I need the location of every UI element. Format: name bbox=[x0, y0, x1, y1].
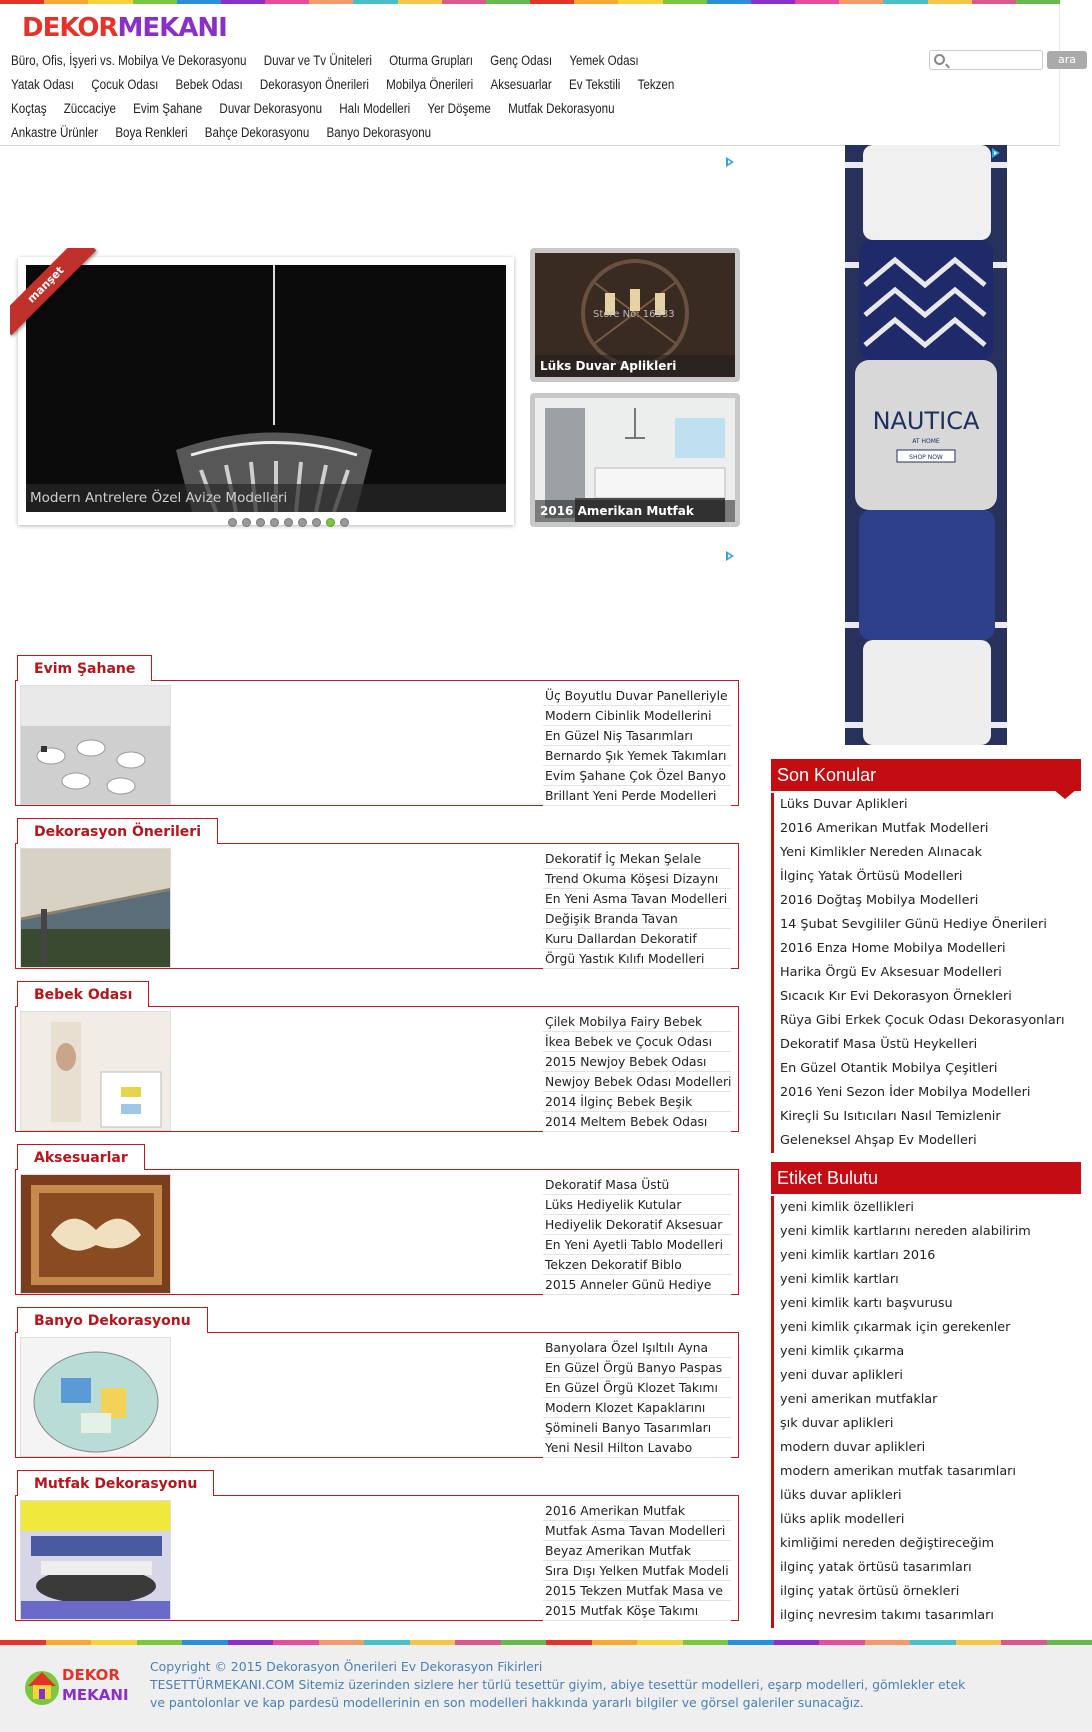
stripe-segment bbox=[972, 0, 1016, 4]
section-post-link[interactable]: En Güzel Örgü Banyo Paspas bbox=[543, 1358, 731, 1378]
thumb-watermark: Store No: 16533 bbox=[593, 309, 675, 320]
stripe-segment bbox=[683, 1640, 729, 1645]
stripe-segment bbox=[442, 0, 486, 4]
section-box bbox=[15, 1332, 739, 1458]
main-nav bbox=[11, 49, 731, 145]
tag-link[interactable]: yeni kimlik kartları 2016 bbox=[771, 1244, 1081, 1268]
tag-link[interactable]: şık duvar aplikleri bbox=[771, 1412, 1081, 1436]
section-box bbox=[15, 1495, 739, 1621]
stripe-segment bbox=[0, 1640, 46, 1645]
section-post-link[interactable]: Newjoy Bebek Odası Modelleri bbox=[543, 1072, 731, 1092]
nautica-ad-banner[interactable] bbox=[845, 145, 1007, 745]
tag-link[interactable]: yeni amerikan mutfaklar bbox=[771, 1388, 1081, 1412]
section-photo bbox=[21, 1501, 171, 1620]
section-post-list bbox=[543, 1012, 731, 1132]
nav-item[interactable]: Bebek Odası bbox=[175, 77, 243, 92]
section-post-link[interactable]: İkea Bebek ve Çocuk Odası bbox=[543, 1032, 731, 1052]
nav-item[interactable]: Halı Modelleri bbox=[339, 101, 411, 116]
section-photo bbox=[21, 1175, 171, 1294]
stripe-segment bbox=[530, 0, 574, 4]
section-post-link[interactable]: Dekoratif Masa Üstü bbox=[543, 1175, 731, 1195]
section-image[interactable] bbox=[20, 1500, 171, 1620]
stripe-segment bbox=[637, 1640, 683, 1645]
stripe-segment bbox=[353, 0, 397, 4]
stripe-segment bbox=[455, 1640, 501, 1645]
section-post-link[interactable]: Modern Klozet Kapaklarını bbox=[543, 1398, 731, 1418]
recent-post-link[interactable]: Geleneksel Ahşap Ev Modelleri bbox=[771, 1129, 1081, 1153]
nav-item[interactable]: Banyo Dekorasyonu bbox=[326, 125, 432, 140]
footer-copyright: Copyright © 2015 Dekorasyon Önerileri Ev Dekorasyon Fikirleri bbox=[150, 1659, 543, 1674]
footer-logo-word-1: DEKOR bbox=[62, 1666, 120, 1684]
section-post-link[interactable]: 2015 Anneler Günü Hediye bbox=[543, 1275, 731, 1295]
section-post-link[interactable]: Modern Cibinlik Modellerini bbox=[543, 706, 731, 726]
adchoices-icon[interactable] bbox=[990, 147, 1002, 159]
nav-item[interactable]: Züccaciye bbox=[63, 101, 116, 116]
thumb-caption: Lüks Duvar Aplikleri bbox=[535, 355, 735, 377]
stripe-segment bbox=[795, 0, 839, 4]
section-post-link[interactable]: Yeni Nesil Hilton Lavabo bbox=[543, 1438, 731, 1458]
section-post-list bbox=[543, 1175, 731, 1295]
stripe-segment bbox=[883, 0, 927, 4]
section-tab-title[interactable]: Banyo Dekorasyonu bbox=[17, 1307, 208, 1333]
stripe-segment bbox=[1001, 1640, 1047, 1645]
recent-post-link[interactable]: 2016 Amerikan Mutfak Modelleri bbox=[771, 817, 1081, 841]
stripe-segment bbox=[137, 1640, 183, 1645]
adchoices-icon[interactable] bbox=[724, 550, 736, 562]
footer-logo[interactable] bbox=[22, 1660, 132, 1710]
son-konular-widget bbox=[771, 759, 1081, 1153]
nav-item[interactable]: Bahçe Dekorasyonu bbox=[204, 125, 310, 140]
stripe-segment bbox=[273, 1640, 319, 1645]
nav-item[interactable]: Duvar ve Tv Üniteleri bbox=[263, 53, 372, 68]
section-post-list bbox=[543, 849, 731, 969]
section-post-link[interactable]: Beyaz Amerikan Mutfak bbox=[543, 1541, 731, 1561]
nav-item[interactable]: Ev Tekstili bbox=[568, 77, 621, 92]
widget-title-text: Son Konular bbox=[777, 765, 877, 785]
section-post-link[interactable]: Tekzen Dekoratif Biblo bbox=[543, 1255, 731, 1275]
section-post-link[interactable]: 2014 İlginç Bebek Beşik bbox=[543, 1092, 731, 1112]
section-tab-title[interactable]: Dekorasyon Önerileri bbox=[17, 818, 218, 844]
stripe-segment bbox=[707, 0, 751, 4]
slider-dot[interactable] bbox=[284, 518, 293, 527]
etiket-bulutu-title bbox=[771, 1162, 1081, 1194]
section-post-link[interactable]: Hediyelik Dekoratif Aksesuar bbox=[543, 1215, 731, 1235]
section-post-link[interactable]: En Yeni Asma Tavan Modelleri bbox=[543, 889, 731, 909]
stripe-segment bbox=[956, 1640, 1002, 1645]
recent-post-link[interactable]: 2016 Yeni Sezon İder Mobilya Modelleri bbox=[771, 1081, 1081, 1105]
footer bbox=[0, 1640, 1092, 1732]
slider-dot[interactable] bbox=[228, 518, 237, 527]
slider-dot[interactable] bbox=[340, 518, 349, 527]
stripe-segment bbox=[398, 0, 442, 4]
nav-item[interactable]: Mobilya Önerileri bbox=[386, 77, 474, 92]
section-image[interactable] bbox=[20, 1011, 171, 1131]
stripe-segment bbox=[486, 0, 530, 4]
nav-item[interactable]: Boya Renkleri bbox=[115, 125, 188, 140]
nav-item[interactable]: Aksesuarlar bbox=[490, 77, 552, 92]
stripe-segment bbox=[910, 1640, 956, 1645]
nav-item[interactable]: Yemek Odası bbox=[569, 53, 639, 68]
nav-item[interactable]: Oturma Grupları bbox=[389, 53, 473, 68]
section-post-link[interactable]: En Yeni Ayetli Tablo Modelleri bbox=[543, 1235, 731, 1255]
header bbox=[0, 0, 1076, 146]
section-post-link[interactable]: En Güzel Niş Tasarımları bbox=[543, 726, 731, 746]
nav-item[interactable]: Genç Odası bbox=[490, 53, 553, 68]
nav-item[interactable]: Tekzen bbox=[637, 77, 675, 92]
stripe-segment bbox=[182, 1640, 228, 1645]
recent-post-link[interactable]: Kireçli Su Isıtıcıları Nasıl Temizlenir bbox=[771, 1105, 1081, 1129]
stripe-segment bbox=[501, 1640, 547, 1645]
widget-title-text: Etiket Bulutu bbox=[777, 1168, 879, 1188]
nav-item[interactable]: Koçtaş bbox=[11, 101, 47, 116]
nav-item[interactable]: Büro, Ofis, İşyeri vs. Mobilya Ve Dekorasyonu bbox=[11, 53, 247, 68]
section-post-link[interactable]: Değişik Branda Tavan bbox=[543, 909, 731, 929]
recent-post-link[interactable]: Harika Örgü Ev Aksesuar Modelleri bbox=[771, 961, 1081, 985]
slider-caption[interactable]: Modern Antrelere Özel Avize Modelleri bbox=[26, 484, 506, 512]
section-tab-title[interactable]: Aksesuarlar bbox=[17, 1144, 145, 1170]
recent-post-link[interactable]: İlginç Yatak Örtüsü Modelleri bbox=[771, 865, 1081, 889]
section-photo bbox=[21, 1338, 171, 1457]
tag-link[interactable]: yeni kimlik çıkarmak için gerekenler bbox=[771, 1316, 1081, 1340]
section-post-link[interactable]: Üç Boyutlu Duvar Panelleriyle bbox=[543, 686, 731, 706]
thumb-duvar-aplikleri[interactable] bbox=[530, 248, 740, 382]
rainbow-stripe bbox=[0, 1640, 1092, 1645]
stripe-segment bbox=[177, 0, 221, 4]
section-post-link[interactable]: Evim Şahane Çok Özel Banyo bbox=[543, 766, 731, 786]
ribbon-label: manşet bbox=[10, 248, 96, 335]
manset-ribbon bbox=[10, 248, 106, 344]
section-post-link[interactable]: Brillant Yeni Perde Modelleri bbox=[543, 786, 731, 806]
section-post-link[interactable]: 2015 Tekzen Mutfak Masa ve bbox=[543, 1581, 731, 1601]
thumb-caption: 2016 Amerikan Mutfak bbox=[535, 500, 735, 522]
section-post-link[interactable]: Çilek Mobilya Fairy Bebek bbox=[543, 1012, 731, 1032]
nav-item[interactable]: Ankastre Ürünler bbox=[11, 125, 99, 140]
section-post-link[interactable]: Dekoratif İç Mekan Şelale bbox=[543, 849, 731, 869]
tag-link[interactable]: lüks aplik modelleri bbox=[771, 1508, 1081, 1532]
recent-post-link[interactable]: Dekoratif Masa Üstü Heykelleri bbox=[771, 1033, 1081, 1057]
recent-post-link[interactable]: Yeni Kimlikler Nereden Alınacak bbox=[771, 841, 1081, 865]
tag-link[interactable]: lüks duvar aplikleri bbox=[771, 1484, 1081, 1508]
ad-sub: AT HOME bbox=[912, 438, 940, 445]
search-input[interactable] bbox=[948, 52, 1038, 68]
recent-post-link[interactable]: Rüya Gibi Erkek Çocuk Odası Dekorasyonları bbox=[771, 1009, 1081, 1033]
section-photo bbox=[21, 1012, 171, 1131]
nav-item[interactable]: Yatak Odası bbox=[11, 77, 75, 92]
section-post-link[interactable]: Örgü Yastık Kılıfı Modelleri bbox=[543, 949, 731, 969]
recent-post-link[interactable]: Sıcacık Kır Evi Dekorasyon Örnekleri bbox=[771, 985, 1081, 1009]
stripe-segment bbox=[865, 1640, 911, 1645]
footer-text bbox=[150, 1658, 970, 1712]
rainbow-stripe bbox=[0, 0, 1060, 4]
section-box bbox=[15, 1169, 739, 1295]
thumb-amerikan-mutfak[interactable] bbox=[530, 393, 740, 527]
tag-link[interactable]: yeni kimlik kartı başvurusu bbox=[771, 1292, 1081, 1316]
slider-dots bbox=[228, 518, 354, 527]
section-post-list bbox=[543, 686, 731, 806]
son-konular-list bbox=[771, 793, 1081, 1153]
section-post-link[interactable]: Kuru Dallardan Dekoratif bbox=[543, 929, 731, 949]
search-icon bbox=[934, 54, 945, 65]
search-button[interactable]: ara bbox=[1047, 51, 1087, 69]
ad-brand: NAUTICA bbox=[872, 407, 980, 435]
section-post-link[interactable]: Bernardo Şık Yemek Takımları bbox=[543, 746, 731, 766]
tag-cloud-list bbox=[771, 1196, 1081, 1628]
section-post-link[interactable]: Şömineli Banyo Tasarımları bbox=[543, 1418, 731, 1438]
nav-item[interactable]: Dekorasyon Önerileri bbox=[259, 77, 369, 92]
stripe-segment bbox=[928, 0, 972, 4]
section-tab-title[interactable]: Bebek Odası bbox=[17, 981, 149, 1007]
etiket-bulutu-widget bbox=[771, 1162, 1081, 1628]
stripe-segment bbox=[774, 1640, 820, 1645]
nav-item[interactable]: Yer Döşeme bbox=[427, 101, 491, 116]
tag-link[interactable]: modern amerikan mutfak tasarımları bbox=[771, 1460, 1081, 1484]
footer-description: TESETTÜRMEKANI.COM Sitemiz üzerinden sizlere her türlü tesettür giyim, abiye tesettür modelleri, eşarp modelleri, gömlekler etek ve pantolonlar ve kap pardesü modellerinin en son modelleri hakkında yararlı bilgiler ve görsel galeriler sunacağız. bbox=[150, 1677, 966, 1710]
stripe-segment bbox=[819, 1640, 865, 1645]
section-box bbox=[15, 843, 739, 969]
notch-decoration bbox=[1053, 789, 1077, 799]
recent-post-link[interactable]: 2016 Doğtaş Mobilya Modelleri bbox=[771, 889, 1081, 913]
section-post-list bbox=[543, 1501, 731, 1621]
stripe-segment bbox=[88, 0, 132, 4]
stripe-segment bbox=[0, 0, 44, 4]
ad-cta[interactable]: SHOP NOW bbox=[909, 454, 943, 461]
section-post-link[interactable]: Sıra Dışı Yelken Mutfak Modeli bbox=[543, 1561, 731, 1581]
stripe-segment bbox=[319, 1640, 365, 1645]
logo-word-1: DEKOR bbox=[22, 13, 118, 43]
logo-text bbox=[22, 13, 227, 43]
search-box bbox=[929, 50, 1043, 70]
stripe-segment bbox=[265, 0, 309, 4]
slider-dot[interactable] bbox=[312, 518, 321, 527]
section-image[interactable] bbox=[20, 685, 171, 805]
slider-dot[interactable] bbox=[242, 518, 251, 527]
recent-post-link[interactable]: 14 Şubat Sevgililer Günü Hediye Önerileri bbox=[771, 913, 1081, 937]
stripe-segment bbox=[309, 0, 353, 4]
tag-link[interactable]: ilginç yatak örtüsü tasarımları bbox=[771, 1556, 1081, 1580]
section-post-link[interactable]: 2016 Amerikan Mutfak bbox=[543, 1501, 731, 1521]
stripe-segment bbox=[228, 1640, 274, 1645]
section-tab-title[interactable]: Mutfak Dekorasyonu bbox=[17, 1470, 214, 1496]
section-image[interactable] bbox=[20, 1337, 171, 1457]
nav-item[interactable]: Duvar Dekorasyonu bbox=[219, 101, 323, 116]
stripe-segment bbox=[44, 0, 88, 4]
son-konular-title bbox=[771, 759, 1081, 791]
stripe-segment bbox=[221, 0, 265, 4]
stripe-segment bbox=[728, 1640, 774, 1645]
nav-item[interactable]: Çocuk Odası bbox=[91, 77, 159, 92]
tag-link[interactable]: modern duvar aplikleri bbox=[771, 1436, 1081, 1460]
stripe-segment bbox=[751, 0, 795, 4]
stripe-segment bbox=[618, 0, 662, 4]
stripe-segment bbox=[546, 1640, 592, 1645]
slider-dot[interactable] bbox=[298, 518, 307, 527]
footer-logo-icon bbox=[22, 1660, 132, 1710]
tag-link[interactable]: yeni duvar aplikleri bbox=[771, 1364, 1081, 1388]
section-post-link[interactable]: Mutfak Asma Tavan Modelleri bbox=[543, 1521, 731, 1541]
adchoices-icon[interactable] bbox=[724, 156, 736, 168]
stripe-segment bbox=[1016, 0, 1060, 4]
section-post-list bbox=[543, 1338, 731, 1458]
stripe-segment bbox=[91, 1640, 137, 1645]
section-post-link[interactable]: En Güzel Örgü Klozet Takımı bbox=[543, 1378, 731, 1398]
section-post-link[interactable]: 2015 Mutfak Köşe Takımı bbox=[543, 1601, 731, 1621]
stripe-segment bbox=[410, 1640, 456, 1645]
section-photo bbox=[21, 849, 171, 968]
slider-dot[interactable] bbox=[326, 518, 335, 527]
recent-post-link[interactable]: En Güzel Otantik Mobilya Çeşitleri bbox=[771, 1057, 1081, 1081]
stripe-segment bbox=[663, 0, 707, 4]
section-box bbox=[15, 1006, 739, 1132]
stripe-segment bbox=[364, 1640, 410, 1645]
tag-link[interactable]: yeni kimlik özellikleri bbox=[771, 1196, 1081, 1220]
stripe-segment bbox=[839, 0, 883, 4]
stripe-segment bbox=[1047, 1640, 1092, 1645]
nav-item[interactable]: Evim Şahane bbox=[133, 101, 203, 116]
section-image[interactable] bbox=[20, 848, 171, 968]
tag-link[interactable]: ilginç yatak örtüsü örnekleri bbox=[771, 1580, 1081, 1604]
footer-logo-word-2: MEKANI bbox=[62, 1686, 129, 1704]
tag-link[interactable]: ilginç nevresim takımı tasarımları bbox=[771, 1604, 1081, 1628]
recent-post-link[interactable]: Lüks Duvar Aplikleri bbox=[771, 793, 1081, 817]
section-box bbox=[15, 680, 739, 806]
stripe-segment bbox=[574, 0, 618, 4]
section-tab-title[interactable]: Evim Şahane bbox=[17, 655, 152, 681]
tag-link[interactable]: yeni kimlik çıkarma bbox=[771, 1340, 1081, 1364]
recent-post-link[interactable]: 2016 Enza Home Mobilya Modelleri bbox=[771, 937, 1081, 961]
section-image[interactable] bbox=[20, 1174, 171, 1294]
pillow-ad-image bbox=[845, 145, 1007, 745]
section-post-link[interactable]: Banyolara Özel Işıltılı Ayna bbox=[543, 1338, 731, 1358]
section-post-link[interactable]: Trend Okuma Köşesi Dizaynı bbox=[543, 869, 731, 889]
section-post-link[interactable]: 2014 Meltem Bebek Odası bbox=[543, 1112, 731, 1132]
logo-word-2: MEKANI bbox=[117, 13, 227, 43]
section-post-link[interactable]: 2015 Newjoy Bebek Odası bbox=[543, 1052, 731, 1072]
slider-dot[interactable] bbox=[270, 518, 279, 527]
site-logo[interactable] bbox=[20, 8, 227, 48]
slider-dot[interactable] bbox=[256, 518, 265, 527]
nav-item[interactable]: Mutfak Dekorasyonu bbox=[508, 101, 615, 116]
section-post-link[interactable]: Lüks Hediyelik Kutular bbox=[543, 1195, 731, 1215]
section-photo bbox=[21, 686, 171, 805]
tag-link[interactable]: yeni kimlik kartlarını nereden alabilirim bbox=[771, 1220, 1081, 1244]
tag-link[interactable]: yeni kimlik kartları bbox=[771, 1268, 1081, 1292]
tag-link[interactable]: kimliğimi nereden değiştireceğim bbox=[771, 1532, 1081, 1556]
stripe-segment bbox=[46, 1640, 92, 1645]
stripe-segment bbox=[133, 0, 177, 4]
stripe-segment bbox=[592, 1640, 638, 1645]
